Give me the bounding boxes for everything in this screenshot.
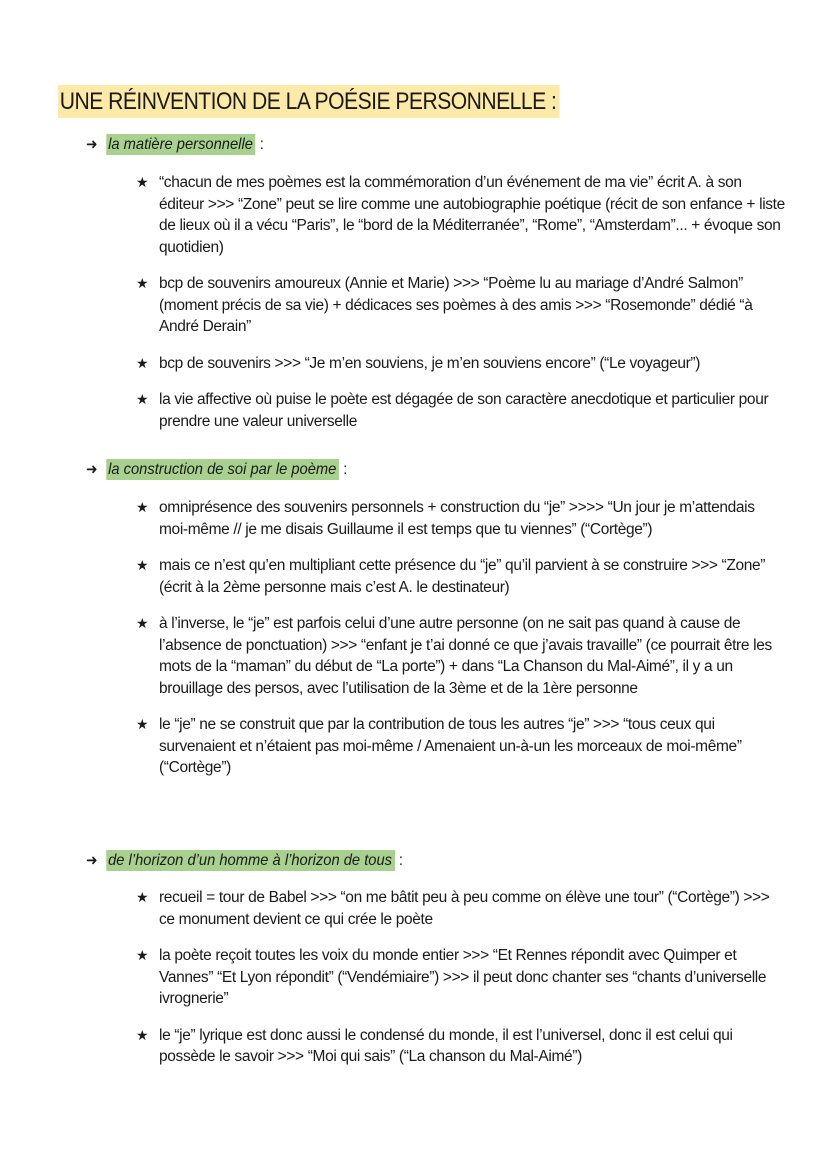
right-arrow-icon: ➜ bbox=[86, 461, 98, 478]
list-item: ★ bcp de souvenirs >>> “Je m’en souviens, je m’en souviens encore” (“Le voyageur”) bbox=[136, 353, 816, 375]
section-heading-suffix: : bbox=[255, 136, 264, 153]
list-item: ★ à l’inverse, le “je” est parfois celui d’une autre personne (on ne sait pas quand à cause de l’absence de ponctuation) >>> “enfant je t’ai donné ce que j’avais travaille” (ce pourrait être les mots de la “maman” du début de “La porte”) + dans “La Chanson du Mal-Aimé”, il y a un brouillage des persos, avec l’utilisation de la 3ème et de la 1ère personne bbox=[136, 615, 772, 697]
star-icon: ★ bbox=[136, 947, 149, 963]
page-title bbox=[58, 88, 560, 116]
bullet-list bbox=[136, 497, 816, 794]
star-icon: ★ bbox=[136, 716, 149, 732]
star-icon: ★ bbox=[136, 391, 149, 407]
star-icon: ★ bbox=[136, 354, 149, 371]
list-item: ★ omniprésence des souvenirs personnels + construction du “je” >>>> “Un jour je m’attendais moi-même // je me disais Guillaume il est temps que tu viennes” (“Cortège”) bbox=[136, 499, 755, 538]
list-item: ★ le “je” ne se construit que par la contribution de tous les autres “je” >>> “tous ceux qui survenaient et n’étaient pas moi-même / Amenaient un-à-un les morceaux de moi-même” (“Cortège”) bbox=[136, 716, 742, 776]
section-heading-suffix: : bbox=[394, 852, 403, 869]
section-heading-highlight: la construction de soi par le poème bbox=[106, 459, 339, 480]
star-icon: ★ bbox=[136, 615, 149, 631]
right-arrow-icon: ➜ bbox=[86, 852, 98, 869]
star-icon: ★ bbox=[136, 275, 149, 291]
list-item: ★ le “je” lyrique est donc aussi le condensé du monde, il est l’universel, donc il est celui qui possède le savoir >>> “Moi qui sais” (“La chanson du Mal-Aimé”) bbox=[136, 1026, 733, 1065]
star-icon: ★ bbox=[136, 174, 149, 190]
list-item: ★ bcp de souvenirs amoureux (Annie et Marie) >>> “Poème lu au mariage d’André Salmon” (moment précis de sa vie) + dédicaces ses poèmes à des amis >>> “Rosemonde” dédié “à André Derain” bbox=[136, 275, 753, 335]
section-heading-suffix: : bbox=[339, 461, 348, 478]
section-heading bbox=[86, 135, 264, 154]
section-heading bbox=[86, 460, 347, 479]
list-item: ★ la vie affective où puise le poète est dégagée de son caractère anecdotique et particulier pour prendre une valeur universelle bbox=[136, 391, 769, 430]
bullet-list bbox=[136, 172, 816, 447]
section-heading-highlight: de l’horizon d’un homme à l’horizon de tous bbox=[106, 850, 395, 871]
star-icon: ★ bbox=[136, 557, 149, 573]
section-heading bbox=[86, 851, 403, 870]
right-arrow-icon: ➜ bbox=[86, 136, 98, 153]
list-item: ★ mais ce n’est qu’en multipliant cette présence du “je” qu’il parvient à se construire >>> “Zone” (écrit à la 2ème personne mais c’est A. le destinateur) bbox=[136, 557, 766, 596]
star-icon: ★ bbox=[136, 1026, 149, 1043]
list-item: ★ recueil = tour de Babel >>> “on me bâtit peu à peu comme on élève une tour” (“Cortège”) >>> ce monument devient ce qui crée le poète bbox=[136, 889, 770, 928]
title-highlight: UNE RÉINVENTION DE LA POÉSIE PERSONNELLE : bbox=[58, 85, 560, 118]
bullet-list bbox=[136, 887, 816, 1083]
star-icon: ★ bbox=[136, 499, 149, 515]
list-item: ★ la poète reçoit toutes les voix du monde entier >>> “Et Rennes répondit avec Quimper et Vannes” “Et Lyon répondit” (“Vendémiaire”) >>> il peut donc chanter ses “chants d’universelle ivrognerie” bbox=[136, 947, 767, 1007]
star-icon: ★ bbox=[136, 889, 149, 905]
section-heading-highlight: la matière personnelle bbox=[106, 134, 255, 155]
list-item: ★ “chacun de mes poèmes est la commémoration d’un événement de ma vie” écrit A. à son éditeur >>> “Zone” peut se lire comme une autobiographie poétique (récit de son enfance + liste de lieux où il a vécu “Paris”, le “bord de la Méditerranée”, “Rome”, “Amsterdam”... + évoque son quotidien) bbox=[136, 174, 785, 256]
